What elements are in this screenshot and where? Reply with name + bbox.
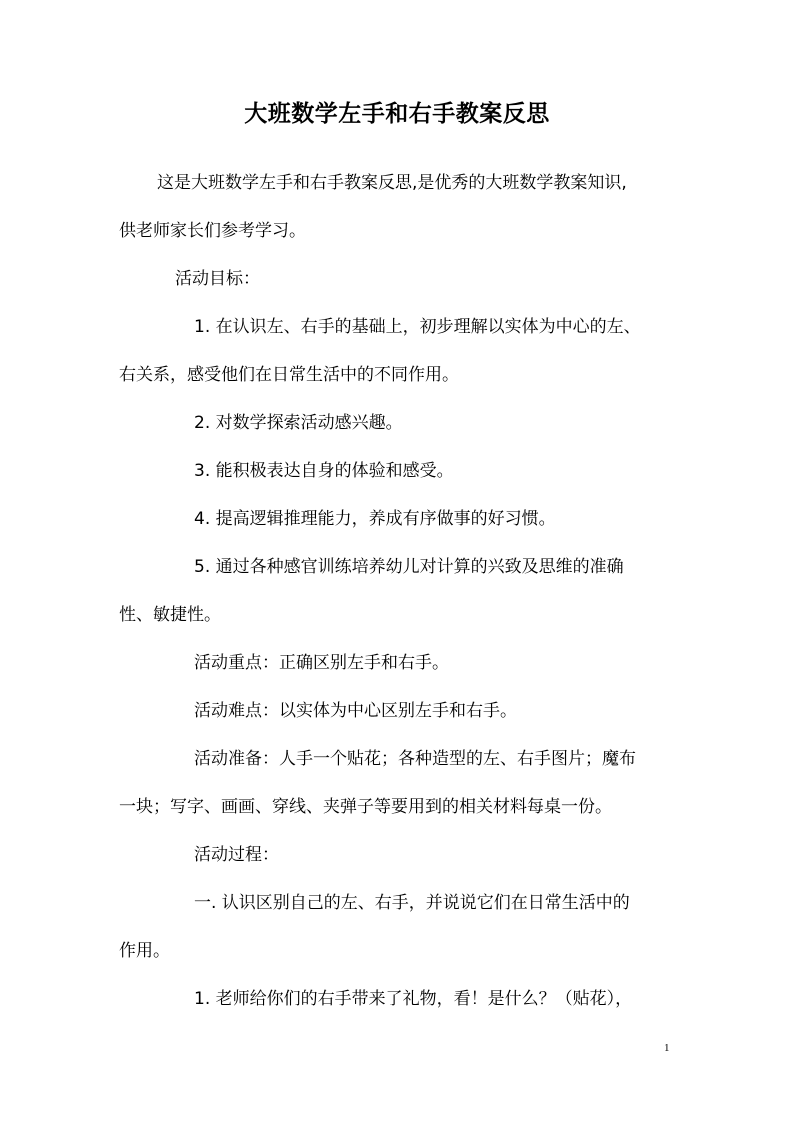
goal-5-line-1: 5. 通过各种感官训练培养幼儿对计算的兴致及思维的准确: [194, 557, 624, 577]
intro-line-1: 这是大班数学左手和右手教案反思,是优秀的大班数学教案知识,: [157, 173, 627, 193]
goal-1-line-2: 右关系，感受他们在日常生活中的不同作用。: [119, 365, 459, 385]
intro-line-2: 供老师家长们参考学习。: [119, 221, 306, 241]
goal-1-line-1: 1. 在认识左、右手的基础上，初步理解以实体为中心的左、: [194, 317, 641, 337]
page-number: 1: [664, 1042, 670, 1054]
process-substep-1: 1. 老师给你们的右手带来了礼物，看！是什么？（贴花），: [194, 989, 633, 1009]
activity-preparation-line-1: 活动准备：人手一个贴花；各种造型的左、右手图片；魔布: [194, 749, 636, 769]
document-title: 大班数学左手和右手教案反思: [244, 100, 550, 127]
process-step-1-line-1: 一. 认识区别自己的左、右手，并说说它们在日常生活中的: [194, 893, 630, 913]
activity-difficulty: 活动难点：以实体为中心区别左手和右手。: [194, 701, 517, 721]
section-heading-goals: 活动目标：: [175, 269, 260, 289]
goal-3: 3. 能积极表达自身的体验和感受。: [194, 461, 454, 481]
goal-4: 4. 提高逻辑推理能力，养成有序做事的好习惯。: [194, 509, 556, 529]
activity-preparation-line-2: 一块；写字、画画、穿线、夹弹子等要用到的相关材料每桌一份。: [119, 797, 612, 817]
process-step-1-line-2: 作用。: [119, 941, 170, 961]
goal-2: 2. 对数学探索活动感兴趣。: [194, 413, 403, 433]
activity-focus: 活动重点：正确区别左手和右手。: [194, 653, 449, 673]
goal-5-line-2: 性、敏捷性。: [119, 605, 221, 625]
section-heading-process: 活动过程：: [194, 845, 279, 865]
